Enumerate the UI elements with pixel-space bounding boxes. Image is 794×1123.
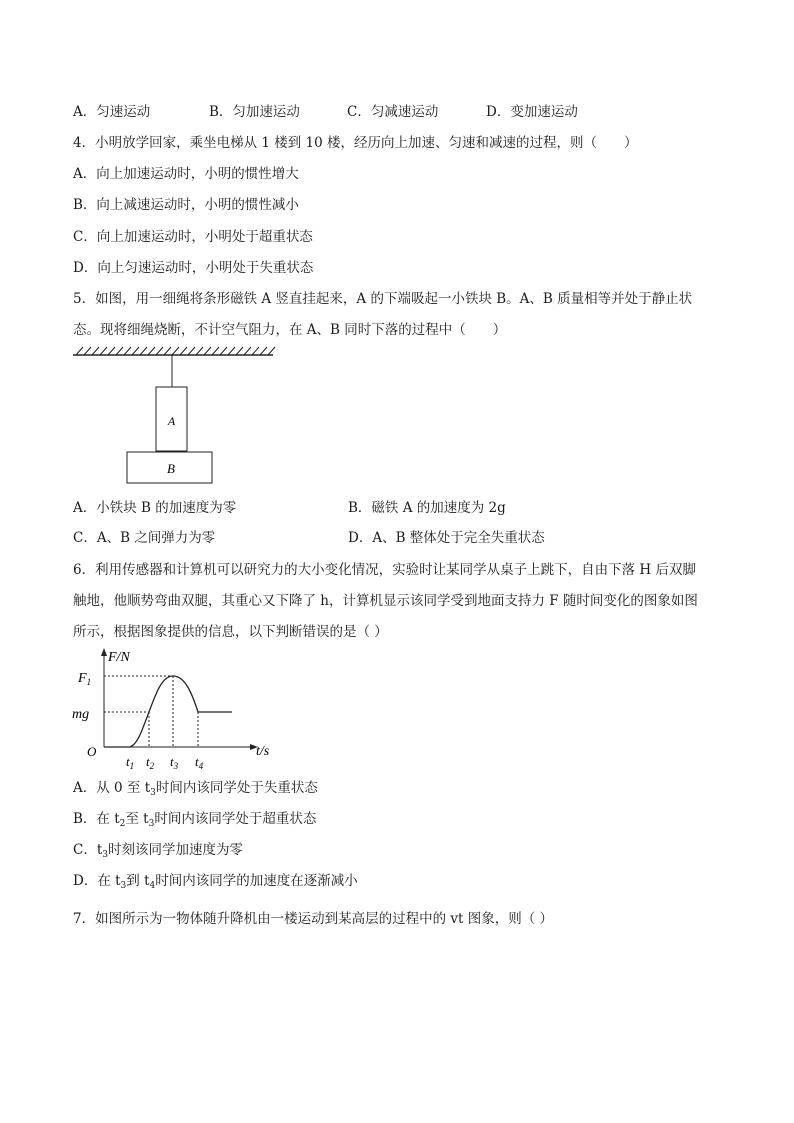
ceiling-hatch	[148, 347, 155, 355]
ceiling-hatch	[212, 347, 219, 355]
ceiling	[73, 347, 275, 355]
t1-label: $t_1$	[126, 754, 135, 771]
ceiling-hatch	[156, 347, 163, 355]
q3-option-b: B．匀加速运动	[209, 104, 300, 120]
q6-stem-line-3: 所示，根据图象提供的信息，以下判断错误的是（ ）	[73, 624, 388, 640]
y-axis-label: F/N	[108, 650, 130, 665]
q4-option-d: D．向上匀速运动时，小明处于失重状态	[73, 260, 314, 276]
f1-label: $F_1$	[78, 671, 92, 687]
q6-option-a: A．从 0 至 $t_3$时间内该同学处于失重状态	[73, 780, 318, 798]
ceiling-hatch	[108, 347, 115, 355]
force-curve	[104, 676, 232, 747]
ceiling-hatch	[180, 347, 187, 355]
q5-option-a: A．小铁块 B 的加速度为零	[73, 500, 237, 516]
q6-option-b: B．在 $t_2$至 $t_3$时间内该同学处于超重状态	[73, 811, 317, 829]
q6-stem-line-1: 6．利用传感器和计算机可以研究力的大小变化情况，实验时让某同学从桌子上跳下，自由下落 H 后双脚	[73, 562, 696, 578]
magnet-figure	[70, 345, 280, 490]
t-tick-labels	[126, 754, 204, 771]
ceiling-hatch	[140, 347, 147, 355]
ceiling-hatch	[132, 347, 139, 355]
ceiling-hatch	[204, 347, 211, 355]
origin-label: O	[87, 744, 97, 759]
t3-label: $t_3$	[170, 754, 179, 771]
t4-label: $t_4$	[195, 754, 204, 771]
x-axis-label: t/s	[256, 744, 270, 759]
q5-stem-line-1: 5．如图，用一细绳将条形磁铁 A 竖直挂起来，A 的下端吸起一小铁块 B。A、B 质量相等并处于静止状	[73, 291, 693, 307]
q4-option-c: C．向上加速运动时，小明处于超重状态	[73, 229, 313, 245]
q4-stem: 4．小明放学回家，乘坐电梯从 1 楼到 10 楼，经历向上加速、匀速和减速的过程，则（ ）	[73, 135, 638, 151]
ceiling-hatch	[172, 347, 179, 355]
ceiling-hatch	[164, 347, 171, 355]
ceiling-hatch	[228, 347, 235, 355]
ceiling-hatch	[100, 347, 107, 355]
t2-label: $t_2$	[146, 754, 155, 771]
q5-option-c: C．A、B 之间弹力为零	[73, 530, 216, 546]
mg-label: mg	[72, 707, 90, 722]
ceiling-hatch	[252, 347, 259, 355]
ceiling-hatch	[124, 347, 131, 355]
q4-option-b: B．向上减速运动时，小明的惯性减小	[73, 197, 299, 213]
ceiling-hatch	[92, 347, 99, 355]
ceiling-hatch	[196, 347, 203, 355]
force-time-graph	[70, 645, 285, 775]
ceiling-hatch	[236, 347, 243, 355]
q7-stem: 7．如图所示为一物体随升降机由一楼运动到某高层的过程中的 vt 图象，则（ ）	[73, 911, 554, 927]
q3-option-a: A．匀速运动	[73, 104, 151, 120]
label-b: B	[167, 461, 175, 476]
ceiling-hatch	[76, 347, 83, 355]
ceiling-hatch	[268, 347, 275, 355]
q6-option-d: D．在 $t_3$到 $t_4$时间内该同学的加速度在逐渐减小	[73, 873, 358, 891]
q3-option-d: D．变加速运动	[486, 104, 578, 120]
label-a: A	[167, 414, 176, 428]
ceiling-hatch	[84, 347, 91, 355]
q6-option-c: C．$t_3$时刻该同学加速度为零	[73, 842, 243, 860]
ceiling-hatch	[220, 347, 227, 355]
q5-stem-line-2: 态。现将细绳烧断，不计空气阻力，在 A、B 同时下落的过程中（ ）	[73, 322, 507, 338]
q6-stem-line-2: 触地，他顺势弯曲双腿，其重心又下降了 h，计算机显示该同学受到地面支持力 F 随时间变化的图象如图	[73, 593, 698, 609]
ceiling-hatch	[260, 347, 267, 355]
ceiling-hatch	[188, 347, 195, 355]
q5-option-d: D．A、B 整体处于完全失重状态	[348, 530, 545, 546]
y-axis-arrow	[101, 648, 107, 656]
q5-option-b: B．磁铁 A 的加速度为 2g	[348, 500, 506, 516]
q4-option-a: A．向上加速运动时，小明的惯性增大	[73, 166, 299, 182]
q3-option-c: C．匀减速运动	[347, 104, 439, 120]
ceiling-hatch	[116, 347, 123, 355]
ceiling-hatch	[244, 347, 251, 355]
